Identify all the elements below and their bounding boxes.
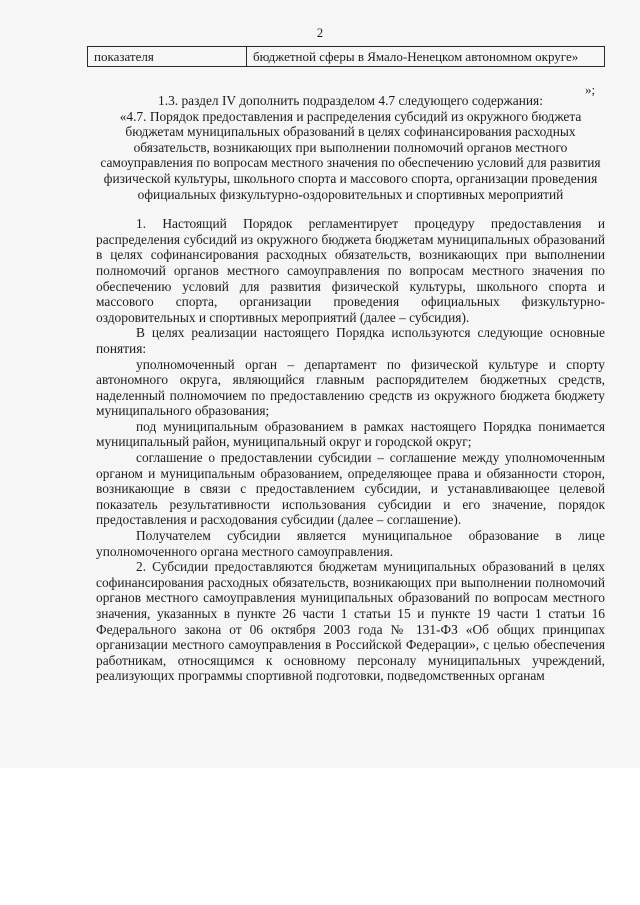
section-title: «4.7. Порядок предоставления и распределения субсидий из окружного бюджета бюджетам муниципальных образований в целях софинансирования расходных обязательств, возникающих при выполнении полномочий органов местного самоуправления по вопросам местного значения по обеспечению условий для развития физической культуры, школьного спорта и массового спорта, организации проведения официальных физкультурно-оздоровительных и спортивных мероприятий [100,108,601,202]
closing-quote-mark: »; [585,82,596,97]
definition-agreement: соглашение о предоставлении субсидии – соглашение между уполномоченным органом и муниципальным образованием, определяющее права и обязанности сторон, возникающие в связи с предоставлением субсидии, и устанавливающее целевой показатель результативности использования субсидии и его значение, порядок предоставления и расходования субсидии (далее – соглашение). [96,450,605,528]
paragraph-definitions-intro: В целях реализации настоящего Порядка используются следующие основные понятия: [96,325,605,356]
page-number: 2 [316,26,324,40]
paragraph-recipient: Получателем субсидии является муниципальное образование в лице уполномоченного органа местного самоуправления. [96,528,605,559]
definition-municipality: под муниципальным образованием в рамках настоящего Порядка понимается муниципальный район, муниципальный округ и городской округ; [96,418,605,450]
table-cell-description: бюджетной сферы в Ямало-Ненецком автономном округе» [247,47,605,67]
definition-authorized-body: уполномоченный орган – департамент по физической культуре и спорту автономного округа, являющийся главным распорядителем бюджетных средств, наделенный полномочием по предоставлению средств из окружного бюджета бюджету муниципального образования; [96,356,605,419]
table-cell-indicator: показателя [88,47,247,67]
header-table [87,46,605,67]
table-row [88,47,605,67]
paragraph-2: 2. Субсидии предоставляются бюджетам муниципальных образований в целях софинансирования расходных обязательств, возникающих при выполнении полномочий органов местного самоуправления муниципальных образований по вопросам местного значения, указанных в пункте 26 части 1 статьи 15 и пункте 19 части 1 статьи 16 Федерального закона от 06 октября 2003 года № 131-ФЗ «Об общих принципах организации местного самоуправления в Российской Федерации», с целью обеспечения работникам, относящимся к основному персоналу муниципальных учреждений, реализующих программы спортивной подготовки, подведомственных органам [96,559,605,684]
paragraph-1: 1. Настоящий Порядок регламентирует процедуру предоставления и распределения субсидий из окружного бюджета бюджетам муниципальных образований в целях софинансирования расходных обязательств, возникающих при выполнении полномочий органов местного самоуправления по вопросам местного значения по обеспечению условий для развития физической культуры, школьного спорта и массового спорта, организации проведения официальных физкультурно-оздоровительных и спортивных мероприятий (далее – субсидия). [96,216,605,325]
document-body [96,93,605,684]
amendment-line: 1.3. раздел IV дополнить подразделом 4.7 следующего содержания: [158,93,543,108]
spacer [96,202,605,216]
blank-margin [0,768,640,905]
